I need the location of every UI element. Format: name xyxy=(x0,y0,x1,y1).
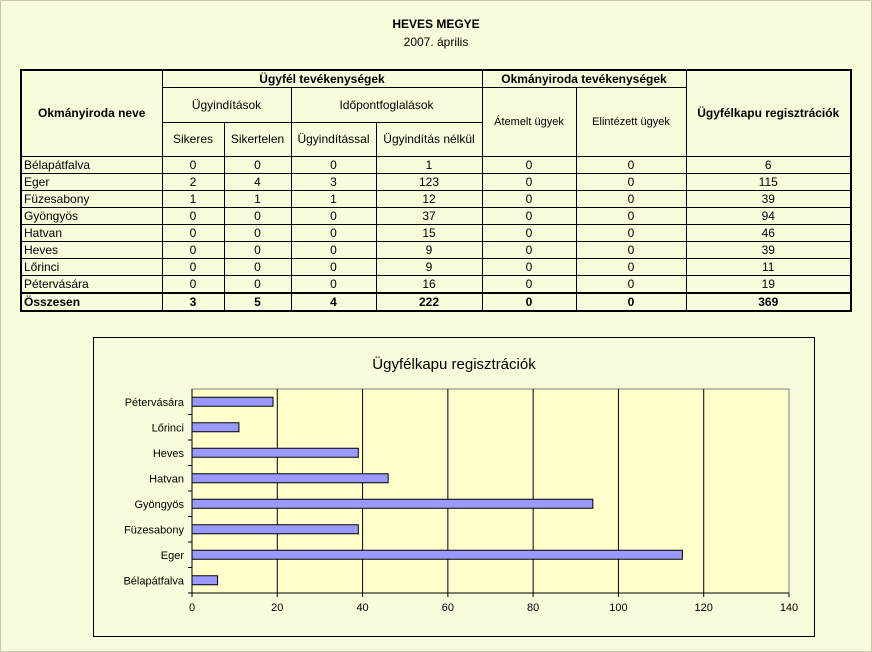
value-cell: 0 xyxy=(291,225,376,242)
header-client-activities: Ügyfél tevékenységek xyxy=(162,70,482,88)
table-row xyxy=(21,191,851,208)
y-tick-label: Bélapátfalva xyxy=(123,575,184,588)
value-cell: 0 xyxy=(162,157,224,174)
x-tick-label: 140 xyxy=(779,602,799,614)
x-tick-label: 120 xyxy=(694,602,713,614)
value-cell: 369 xyxy=(686,293,851,311)
value-cell: 0 xyxy=(482,276,576,294)
value-cell: 94 xyxy=(686,208,851,225)
value-cell: 0 xyxy=(576,293,686,311)
value-cell: 4 xyxy=(224,174,291,191)
y-tick-label: Füzesabony xyxy=(124,524,184,537)
value-cell: 0 xyxy=(224,242,291,259)
value-cell: 2 xyxy=(162,174,224,191)
chart-title: Ügyfélkapu regisztrációk xyxy=(372,356,536,373)
header-transferred: Átemelt ügyek xyxy=(482,88,576,157)
value-cell: 0 xyxy=(482,259,576,276)
total-row xyxy=(21,293,851,311)
table-row xyxy=(21,174,851,191)
value-cell: 0 xyxy=(162,242,224,259)
value-cell: 1 xyxy=(291,191,376,208)
table-row xyxy=(21,242,851,259)
y-tick-label: Pétervására xyxy=(124,396,184,409)
value-cell: 0 xyxy=(291,157,376,174)
header-without-initiation: Ügyindítás nélkül xyxy=(376,123,482,157)
value-cell: 0 xyxy=(576,242,686,259)
value-cell: 0 xyxy=(162,276,224,294)
header-initiations: Ügyindítások xyxy=(162,88,291,123)
value-cell: 3 xyxy=(162,293,224,311)
data-table xyxy=(20,69,852,312)
office-name-cell: Bélapátfalva xyxy=(21,157,162,174)
bar-Lőrinci xyxy=(192,423,239,432)
value-cell: 0 xyxy=(224,157,291,174)
value-cell: 0 xyxy=(291,242,376,259)
x-tick-label: 0 xyxy=(188,602,196,614)
value-cell: 0 xyxy=(576,174,686,191)
x-tick-label: 60 xyxy=(441,602,454,614)
table-row xyxy=(21,259,851,276)
office-name-cell: Pétervására xyxy=(21,276,162,294)
value-cell: 0 xyxy=(482,208,576,225)
page-subtitle: 2007. április xyxy=(403,35,469,49)
header-fail: Sikertelen xyxy=(224,123,291,157)
value-cell: 4 xyxy=(291,293,376,311)
value-cell: 12 xyxy=(376,191,482,208)
value-cell: 0 xyxy=(482,174,576,191)
value-cell: 1 xyxy=(376,157,482,174)
header-handled: Elintézett ügyek xyxy=(576,88,686,157)
plot-area xyxy=(192,389,789,593)
x-tick-label: 40 xyxy=(356,602,369,614)
office-name-cell: Hatvan xyxy=(21,225,162,242)
value-cell: 0 xyxy=(224,225,291,242)
value-cell: 11 xyxy=(686,259,851,276)
y-tick-label: Hatvan xyxy=(149,473,184,486)
value-cell: 0 xyxy=(576,191,686,208)
value-cell: 3 xyxy=(291,174,376,191)
value-cell: 5 xyxy=(224,293,291,311)
value-cell: 0 xyxy=(482,225,576,242)
header-with-initiation: Ügyindítással xyxy=(291,123,376,157)
value-cell: 0 xyxy=(576,208,686,225)
bar-Hatvan xyxy=(192,474,388,483)
value-cell: 0 xyxy=(576,259,686,276)
bar-Eger xyxy=(192,550,682,559)
value-cell: 37 xyxy=(376,208,482,225)
value-cell: 0 xyxy=(162,259,224,276)
chart-panel xyxy=(93,337,815,637)
bar-Heves xyxy=(192,448,358,457)
bar-Gyöngyös xyxy=(192,499,593,508)
x-tick-label: 20 xyxy=(271,602,284,614)
bar-chart xyxy=(94,338,814,636)
value-cell: 0 xyxy=(482,157,576,174)
value-cell: 39 xyxy=(686,242,851,259)
total-label: Összesen xyxy=(21,293,162,311)
value-cell: 222 xyxy=(376,293,482,311)
x-tick-label: 100 xyxy=(609,602,628,614)
value-cell: 19 xyxy=(686,276,851,294)
value-cell: 0 xyxy=(291,259,376,276)
value-cell: 9 xyxy=(376,242,482,259)
header-gateway-registrations: Ügyfélkapu regisztrációk xyxy=(686,70,851,157)
table-row xyxy=(21,276,851,294)
office-name-cell: Lőrinci xyxy=(21,259,162,276)
value-cell: 1 xyxy=(162,191,224,208)
bar-Bélapátfalva xyxy=(192,576,218,585)
value-cell: 0 xyxy=(576,276,686,294)
value-cell: 0 xyxy=(162,225,224,242)
value-cell: 0 xyxy=(224,259,291,276)
value-cell: 0 xyxy=(291,208,376,225)
table-row xyxy=(21,225,851,242)
office-name-cell: Heves xyxy=(21,242,162,259)
value-cell: 9 xyxy=(376,259,482,276)
table-row xyxy=(21,157,851,174)
header-office-activities: Okmányiroda tevékenységek xyxy=(482,70,686,88)
table-row xyxy=(21,208,851,225)
value-cell: 123 xyxy=(376,174,482,191)
value-cell: 0 xyxy=(576,225,686,242)
value-cell: 0 xyxy=(482,191,576,208)
y-tick-label: Gyöngyös xyxy=(134,498,184,511)
value-cell: 0 xyxy=(224,208,291,225)
value-cell: 1 xyxy=(224,191,291,208)
value-cell: 0 xyxy=(224,276,291,294)
header-office-name: Okmányiroda neve xyxy=(21,70,162,157)
office-name-cell: Eger xyxy=(21,174,162,191)
value-cell: 0 xyxy=(162,208,224,225)
y-tick-label: Heves xyxy=(152,447,184,460)
office-name-cell: Gyöngyös xyxy=(21,208,162,225)
header-success: Sikeres xyxy=(162,123,224,157)
bar-Füzesabony xyxy=(192,525,358,534)
value-cell: 15 xyxy=(376,225,482,242)
value-cell: 0 xyxy=(482,242,576,259)
value-cell: 0 xyxy=(576,157,686,174)
x-tick-label: 80 xyxy=(527,602,540,614)
value-cell: 6 xyxy=(686,157,851,174)
value-cell: 0 xyxy=(482,293,576,311)
header-appointments: Időpontfoglalások xyxy=(291,88,482,123)
value-cell: 115 xyxy=(686,174,851,191)
value-cell: 16 xyxy=(376,276,482,294)
office-name-cell: Füzesabony xyxy=(21,191,162,208)
page-title: HEVES MEGYE xyxy=(392,17,480,31)
bar-Pétervására xyxy=(192,397,273,406)
y-tick-label: Eger xyxy=(160,549,184,562)
y-tick-label: Lőrinci xyxy=(151,422,184,435)
value-cell: 39 xyxy=(686,191,851,208)
value-cell: 46 xyxy=(686,225,851,242)
value-cell: 0 xyxy=(291,276,376,294)
